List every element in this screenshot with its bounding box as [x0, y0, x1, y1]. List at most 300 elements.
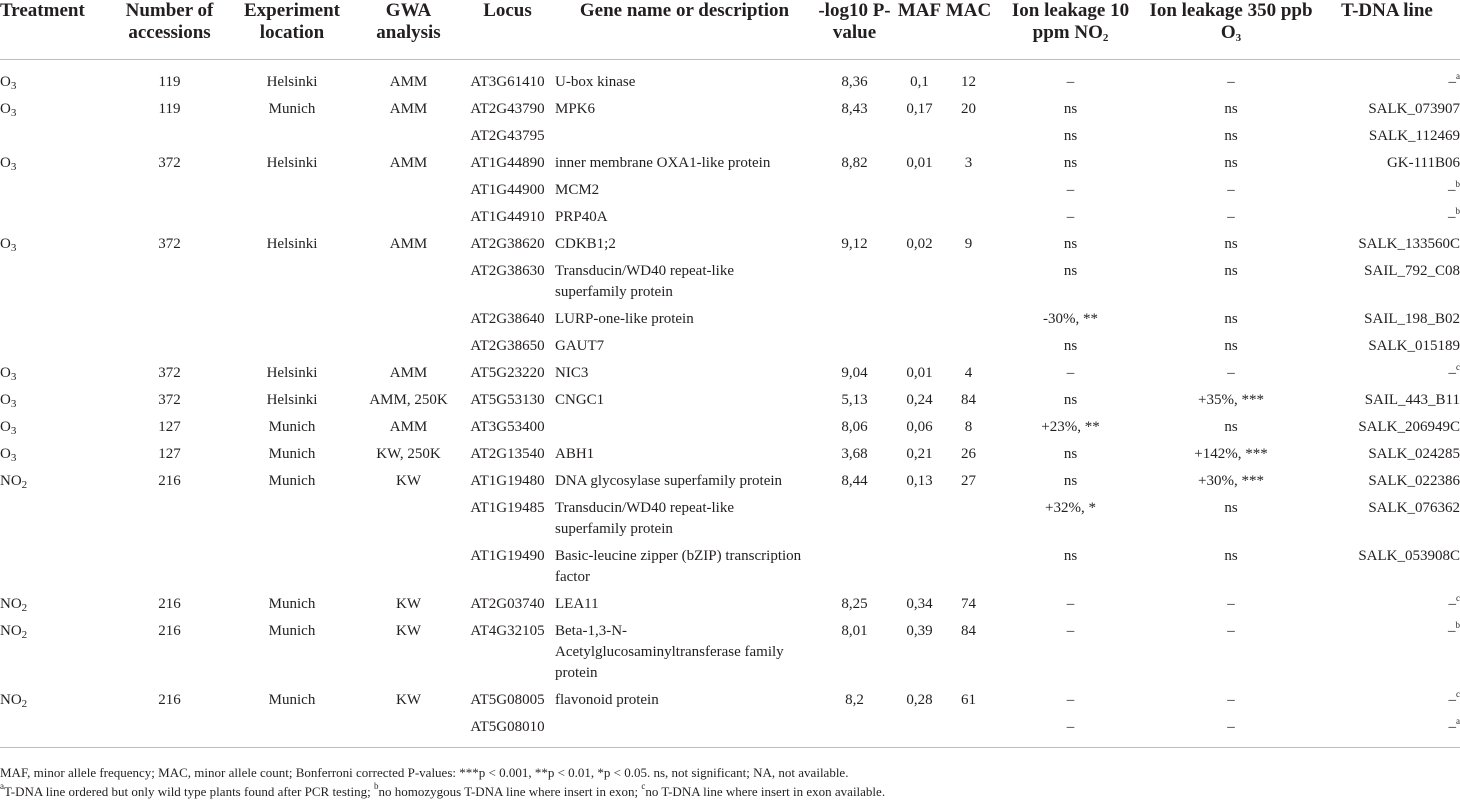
cell-locus: AT4G32105 [470, 623, 545, 639]
cell-locus: AT1G19485 [470, 500, 545, 516]
cell-treatment [0, 495, 112, 543]
treatment-gas: O [0, 74, 11, 90]
cell-location: Munich [268, 419, 316, 435]
table-row [0, 60, 1460, 97]
col-header-ion-o3 [1148, 0, 1314, 60]
cell-mac [944, 177, 993, 204]
cell-gene: GAUT7 [555, 338, 605, 354]
treatment-subscript: 3 [10, 161, 17, 173]
tdna-value: SAIL_443_B11 [1364, 392, 1460, 408]
cell-location: Helsinki [266, 74, 318, 90]
footnote-c-mark: c [641, 781, 646, 791]
ion-no2-subscript: 2 [1102, 32, 1109, 44]
treatment-subscript: 3 [10, 425, 17, 437]
cell-gene: DNA glycosylase superfamily protein [555, 473, 783, 489]
cell-pvalue: 8,43 [841, 101, 868, 117]
cell-ion-o3: ns [1224, 101, 1238, 117]
cell-locus: AT1G19490 [470, 548, 545, 564]
cell-location [227, 123, 357, 150]
treatment-gas: NO [0, 596, 22, 612]
cell-location: Munich [268, 473, 316, 489]
cell-ion-no2: ns [1063, 338, 1078, 354]
cell-tdna [1314, 204, 1460, 231]
cell-mac: 84 [961, 623, 976, 639]
cell-ion-o3: – [1227, 365, 1235, 381]
cell-gwa [357, 543, 460, 591]
cell-maf: 0,13 [906, 473, 933, 489]
cell-tdna [1314, 687, 1460, 714]
cell-location: Helsinki [266, 392, 318, 408]
cell-mac: 20 [961, 101, 976, 117]
cell-mac: 12 [961, 74, 976, 90]
cell-ion-o3: – [1227, 596, 1235, 612]
treatment-gas: O [0, 155, 11, 171]
treatment-subscript: 3 [10, 80, 17, 92]
cell-treatment [0, 618, 112, 687]
cell-ion-o3: +35%, *** [1198, 392, 1264, 408]
cell-maf: 0,06 [906, 419, 933, 435]
cell-ion-no2: – [1066, 209, 1075, 225]
tdna-footnote-mark: b [1455, 179, 1460, 189]
cell-pvalue: 9,04 [841, 365, 868, 381]
treatment-subscript: 3 [10, 371, 17, 383]
cell-pvalue: 8,2 [845, 692, 864, 708]
cell-mac [944, 495, 993, 543]
tdna-footnote-mark: a [1456, 716, 1460, 726]
cell-gwa [357, 495, 460, 543]
cell-tdna [1314, 231, 1460, 258]
cell-treatment [0, 441, 112, 468]
table-row [0, 441, 1460, 468]
cell-gwa: AMM [389, 365, 428, 381]
cell-gwa [357, 123, 460, 150]
cell-ion-no2: ns [1063, 101, 1078, 117]
cell-mac [944, 123, 993, 150]
cell-pvalue: 8,01 [841, 623, 868, 639]
cell-tdna [1314, 387, 1460, 414]
cell-gene: Basic-leucine zipper (bZIP) transcription factor [555, 548, 802, 585]
cell-locus: AT2G38640 [470, 311, 545, 327]
cell-locus: AT2G03740 [470, 596, 545, 612]
ion-o3-label: Ion leakage 350 ppb O [1149, 0, 1313, 43]
cell-locus: AT3G61410 [470, 74, 545, 90]
cell-tdna [1314, 495, 1460, 543]
treatment-subscript: 2 [21, 602, 28, 614]
cell-gene: MCM2 [555, 182, 600, 198]
col-header-maf: MAF [895, 0, 944, 60]
cell-pvalue [814, 123, 895, 150]
cell-gene: Beta-1,3-N-Acetylglucosaminyltransferase family protein [555, 623, 784, 681]
cell-ion-no2: – [1066, 182, 1075, 198]
cell-ion-o3: ns [1224, 311, 1238, 327]
cell-gene: CDKB1;2 [555, 236, 616, 252]
footnote-a-text: T-DNA line ordered but only wild type plants found after PCR testing; [4, 784, 374, 799]
tdna-value: SALK_206949C [1358, 419, 1460, 435]
table-footnotes [0, 763, 1460, 801]
cell-tdna [1314, 468, 1460, 495]
cell-locus: AT1G44910 [470, 209, 545, 225]
cell-gene: Transducin/WD40 repeat-like superfamily protein [555, 500, 734, 537]
cell-pvalue: 8,25 [841, 596, 868, 612]
cell-tdna [1314, 441, 1460, 468]
cell-gwa: KW, 250K [376, 446, 441, 462]
footnote-b-mark: b [373, 781, 379, 791]
tdna-value: SAIL_792_C08 [1364, 263, 1460, 279]
cell-maf: 0,39 [906, 623, 933, 639]
cell-pvalue: 3,68 [841, 446, 868, 462]
cell-location: Helsinki [266, 155, 318, 171]
treatment-subscript: 2 [21, 629, 28, 641]
cell-ion-no2: ns [1063, 446, 1078, 462]
cell-accessions [112, 258, 227, 306]
tdna-value: SALK_022386 [1368, 473, 1460, 489]
treatment-subscript: 3 [10, 398, 17, 410]
table-row [0, 468, 1460, 495]
cell-locus: AT2G13540 [470, 446, 545, 462]
tdna-value: GK-111B06 [1386, 155, 1460, 171]
tdna-value: – [1448, 596, 1456, 612]
cell-gene: U-box kinase [555, 74, 636, 90]
cell-gene: LURP-one-like protein [555, 311, 694, 327]
cell-locus: AT3G53400 [470, 419, 545, 435]
cell-treatment [0, 123, 112, 150]
cell-location [227, 306, 357, 333]
cell-ion-no2: ns [1063, 128, 1078, 144]
cell-accessions: 216 [158, 473, 181, 489]
cell-tdna [1314, 333, 1460, 360]
cell-maf [895, 714, 944, 748]
cell-gwa: KW [396, 596, 421, 612]
cell-accessions: 127 [158, 446, 181, 462]
cell-mac: 9 [964, 236, 973, 252]
cell-treatment [0, 543, 112, 591]
cell-accessions: 372 [158, 392, 181, 408]
col-header-pvalue: -log10 P-value [814, 0, 895, 60]
col-header-location: Experiment location [227, 0, 357, 60]
cell-accessions: 119 [158, 101, 181, 117]
treatment-gas: O [0, 392, 11, 408]
cell-location [227, 543, 357, 591]
cell-locus: AT5G53130 [470, 392, 545, 408]
cell-gene: CNGC1 [555, 392, 605, 408]
cell-pvalue: 9,12 [841, 236, 868, 252]
cell-pvalue [814, 204, 895, 231]
cell-gene: PRP40A [555, 209, 608, 225]
cell-mac: 27 [961, 473, 976, 489]
cell-accessions [112, 306, 227, 333]
cell-tdna [1314, 96, 1460, 123]
cell-pvalue [814, 495, 895, 543]
cell-ion-no2: +23%, ** [1041, 419, 1100, 435]
cell-mac [944, 543, 993, 591]
col-header-tdna: T-DNA line [1314, 0, 1460, 60]
cell-ion-o3: – [1227, 209, 1235, 225]
footnote-abbreviations: MAF, minor allele frequency; MAC, minor allele count; Bonferroni corrected P-values: ***p < 0.001, **p < 0.01, *p < 0.05. ns, not significant; NA, not available. [0, 765, 849, 780]
cell-treatment [0, 231, 112, 258]
cell-treatment [0, 387, 112, 414]
cell-gwa: KW [396, 623, 421, 639]
cell-gene: ABH1 [555, 446, 595, 462]
cell-maf [895, 204, 944, 231]
cell-ion-no2: – [1066, 623, 1075, 639]
tdna-value: – [1448, 365, 1456, 381]
cell-treatment [0, 714, 112, 748]
cell-tdna [1314, 618, 1460, 687]
table-row [0, 177, 1460, 204]
tdna-value: SAIL_198_B02 [1364, 311, 1460, 327]
cell-locus: AT2G43795 [470, 128, 545, 144]
cell-locus: AT2G43790 [470, 101, 545, 117]
treatment-gas: NO [0, 623, 22, 639]
cell-tdna [1314, 714, 1460, 748]
cell-accessions: 372 [158, 155, 181, 171]
cell-treatment [0, 204, 112, 231]
cell-tdna [1314, 150, 1460, 177]
cell-gene: Transducin/WD40 repeat-like superfamily protein [555, 263, 734, 300]
treatment-gas: O [0, 101, 11, 117]
cell-ion-no2: – [1066, 596, 1075, 612]
cell-accessions [112, 495, 227, 543]
cell-pvalue [814, 177, 895, 204]
table-row [0, 495, 1460, 543]
table-row [0, 360, 1460, 387]
table-row [0, 204, 1460, 231]
cell-tdna [1314, 306, 1460, 333]
cell-locus: AT5G08010 [460, 714, 555, 748]
tdna-value: SALK_073907 [1368, 101, 1460, 117]
tdna-footnote-mark: b [1455, 620, 1460, 630]
cell-ion-o3: +142%, *** [1194, 446, 1268, 462]
treatment-subscript: 3 [10, 107, 17, 119]
cell-locus: AT1G19480 [470, 473, 545, 489]
cell-ion-o3: – [1227, 692, 1235, 708]
cell-pvalue [814, 258, 895, 306]
cell-accessions: 372 [158, 236, 181, 252]
cell-maf [895, 123, 944, 150]
col-header-mac: MAC [944, 0, 993, 60]
cell-ion-no2: – [1066, 365, 1075, 381]
table-row [0, 258, 1460, 306]
cell-tdna [1314, 591, 1460, 618]
footnote-b-text: no homozygous T-DNA line where insert in exon; [378, 784, 642, 799]
tdna-value: SALK_076362 [1368, 500, 1460, 516]
cell-gene [555, 123, 814, 150]
col-header-treatment: Treatment [0, 0, 112, 60]
cell-maf [895, 177, 944, 204]
cell-treatment [0, 150, 112, 177]
cell-mac: 4 [964, 365, 973, 381]
cell-location: Munich [268, 446, 316, 462]
table-row [0, 414, 1460, 441]
cell-maf [895, 306, 944, 333]
cell-mac: 61 [961, 692, 976, 708]
cell-gene: NIC3 [555, 365, 589, 381]
cell-accessions: 372 [158, 365, 181, 381]
cell-maf: 0,1 [910, 74, 929, 90]
treatment-subscript: 3 [10, 452, 17, 464]
cell-maf [895, 495, 944, 543]
cell-gwa: AMM [389, 419, 428, 435]
cell-tdna [1314, 258, 1460, 306]
cell-ion-o3: ns [1224, 500, 1238, 516]
cell-locus: AT5G23220 [470, 365, 545, 381]
cell-gwa: AMM [389, 74, 428, 90]
cell-location: Helsinki [266, 236, 318, 252]
cell-locus: AT2G38630 [470, 263, 545, 279]
tdna-footnote-mark: c [1456, 593, 1460, 603]
cell-accessions: 119 [158, 74, 181, 90]
cell-accessions [112, 714, 227, 748]
cell-pvalue [814, 714, 895, 748]
treatment-subscript: 3 [10, 242, 17, 254]
cell-treatment [0, 177, 112, 204]
cell-gwa: AMM, 250K [369, 392, 448, 408]
ion-no2-label: Ion leakage 10 ppm NO [1011, 0, 1130, 43]
table-row [0, 543, 1460, 591]
cell-location [227, 177, 357, 204]
cell-ion-no2: – [1066, 692, 1075, 708]
tdna-value: SALK_112469 [1368, 128, 1460, 144]
cell-accessions: 216 [158, 692, 181, 708]
cell-mac [944, 714, 993, 748]
cell-tdna [1314, 543, 1460, 591]
tdna-footnote-mark: a [1456, 71, 1460, 81]
header-row [0, 0, 1460, 60]
cell-gwa: KW [396, 473, 421, 489]
cell-mac [944, 333, 993, 360]
table-row [0, 333, 1460, 360]
col-header-locus: Locus [460, 0, 555, 60]
tdna-value: – [1448, 74, 1456, 90]
tdna-value: SALK_015189 [1368, 338, 1460, 354]
cell-tdna [1314, 123, 1460, 150]
table-row [0, 687, 1460, 714]
cell-pvalue [814, 306, 895, 333]
cell-location: Munich [268, 623, 316, 639]
cell-maf: 0,02 [906, 236, 933, 252]
cell-tdna [1314, 177, 1460, 204]
treatment-gas: O [0, 365, 11, 381]
cell-ion-o3: ns [1224, 548, 1238, 564]
cell-locus: AT1G44890 [470, 155, 545, 171]
tdna-footnote-mark: c [1456, 689, 1460, 699]
cell-maf [895, 333, 944, 360]
cell-pvalue: 5,13 [841, 392, 868, 408]
cell-maf: 0,01 [906, 365, 933, 381]
cell-maf: 0,28 [906, 692, 933, 708]
tdna-value: SALK_133560C [1358, 236, 1460, 252]
cell-accessions: 127 [158, 419, 181, 435]
cell-pvalue: 8,82 [841, 155, 868, 171]
col-header-accessions: Number of accessions [112, 0, 227, 60]
cell-gwa [357, 714, 460, 748]
cell-ion-no2: – [993, 714, 1148, 748]
cell-tdna [1314, 414, 1460, 441]
cell-gwa [357, 258, 460, 306]
footnote-c-text: no T-DNA line where insert in exon available. [645, 784, 886, 799]
table-row [0, 387, 1460, 414]
cell-gene [555, 714, 814, 748]
cell-treatment [0, 591, 112, 618]
cell-location: Helsinki [266, 365, 318, 381]
ion-o3-subscript: 3 [1235, 32, 1242, 44]
table-row [0, 123, 1460, 150]
cell-mac: 74 [961, 596, 976, 612]
cell-maf: 0,01 [906, 155, 933, 171]
cell-pvalue: 8,44 [841, 473, 868, 489]
cell-accessions: 216 [158, 596, 181, 612]
cell-mac: 8 [964, 419, 973, 435]
cell-gene: flavonoid protein [555, 692, 659, 708]
cell-pvalue: 8,06 [841, 419, 868, 435]
cell-locus: AT1G44900 [470, 182, 545, 198]
table-row [0, 96, 1460, 123]
cell-ion-no2: ns [1063, 236, 1078, 252]
table-body [0, 60, 1460, 748]
cell-treatment [0, 258, 112, 306]
cell-treatment [0, 60, 112, 97]
cell-gwa [357, 306, 460, 333]
tdna-value: – [1448, 623, 1456, 639]
cell-pvalue [814, 543, 895, 591]
cell-treatment [0, 687, 112, 714]
cell-treatment [0, 414, 112, 441]
table-row [0, 591, 1460, 618]
cell-maf: 0,34 [906, 596, 933, 612]
cell-accessions [112, 333, 227, 360]
cell-mac: 26 [961, 446, 976, 462]
cell-location [227, 495, 357, 543]
treatment-subscript: 2 [21, 698, 28, 710]
cell-gwa [357, 333, 460, 360]
cell-location [227, 333, 357, 360]
treatment-gas: NO [0, 473, 22, 489]
cell-treatment [0, 360, 112, 387]
cell-gwa: AMM [389, 155, 428, 171]
cell-mac [944, 258, 993, 306]
tdna-value: – [1448, 719, 1456, 735]
cell-ion-o3: – [1148, 714, 1314, 748]
treatment-gas: O [0, 236, 11, 252]
cell-ion-o3: ns [1224, 155, 1238, 171]
cell-ion-o3: +30%, *** [1198, 473, 1264, 489]
cell-pvalue: 8,36 [841, 74, 868, 90]
table-row [0, 150, 1460, 177]
treatment-gas: O [0, 446, 11, 462]
cell-gwa [357, 204, 460, 231]
cell-treatment [0, 96, 112, 123]
col-header-ion-no2 [993, 0, 1148, 60]
cell-ion-no2: ns [1063, 155, 1078, 171]
table-row [0, 714, 1460, 748]
cell-maf [895, 543, 944, 591]
cell-ion-no2: ns [1063, 548, 1078, 564]
cell-mac: 3 [964, 155, 973, 171]
treatment-gas: NO [0, 692, 22, 708]
cell-accessions [112, 543, 227, 591]
cell-ion-no2: ns [1063, 263, 1078, 279]
cell-gene: inner membrane OXA1-like protein [555, 155, 771, 171]
cell-ion-o3: ns [1224, 236, 1238, 252]
cell-gene: MPK6 [555, 101, 596, 117]
cell-ion-no2: +32%, * [1045, 500, 1096, 516]
tdna-footnote-mark: c [1456, 362, 1460, 372]
cell-location [227, 204, 357, 231]
cell-ion-o3: ns [1224, 263, 1238, 279]
cell-location: Munich [268, 692, 316, 708]
cell-locus: AT5G08005 [470, 692, 545, 708]
cell-accessions: 216 [158, 623, 181, 639]
